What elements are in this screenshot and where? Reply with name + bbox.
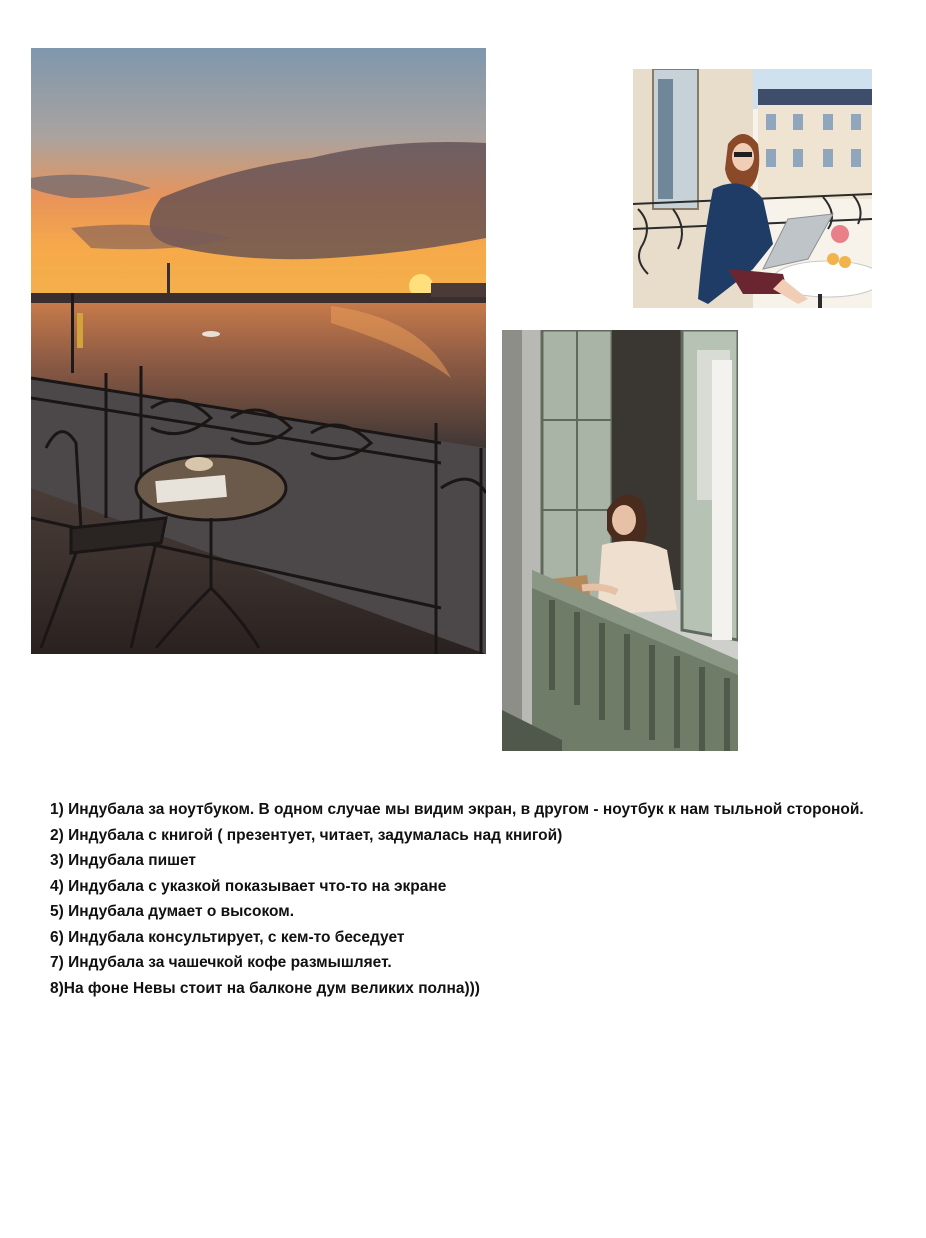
woman-window-image bbox=[502, 330, 738, 751]
list-item: 3) Индубала пишет bbox=[50, 852, 197, 869]
woman-laptop-image bbox=[633, 69, 872, 308]
list-item: 2) Индубала с книгой ( презентует, читает, задумалась над книгой) bbox=[50, 826, 563, 844]
ideas-list bbox=[50, 797, 870, 1001]
list-item: 6) Индубала консультирует, с кем-то беседует bbox=[50, 928, 405, 946]
list-item: 5) Индубала думает о высоком. bbox=[50, 903, 295, 920]
balcony-sunset-photo bbox=[31, 48, 486, 654]
list-item: 7) Индубала за чашечкой кофе размышляет. bbox=[50, 954, 392, 971]
list-item: 8)На фоне Невы стоит на балконе дум великих полна))) bbox=[50, 979, 480, 997]
paris-laptop-illustration bbox=[633, 69, 872, 308]
list-item: 1) Индубала за ноутбуком. В одном случае мы видим экран, в другом - ноутбук к нам тыльной стороной. bbox=[50, 801, 864, 818]
list-item: 4) Индубала с указкой показывает что-то на экране bbox=[50, 877, 447, 895]
sunset-balcony-image bbox=[31, 48, 486, 654]
window-book-photo bbox=[502, 330, 738, 751]
